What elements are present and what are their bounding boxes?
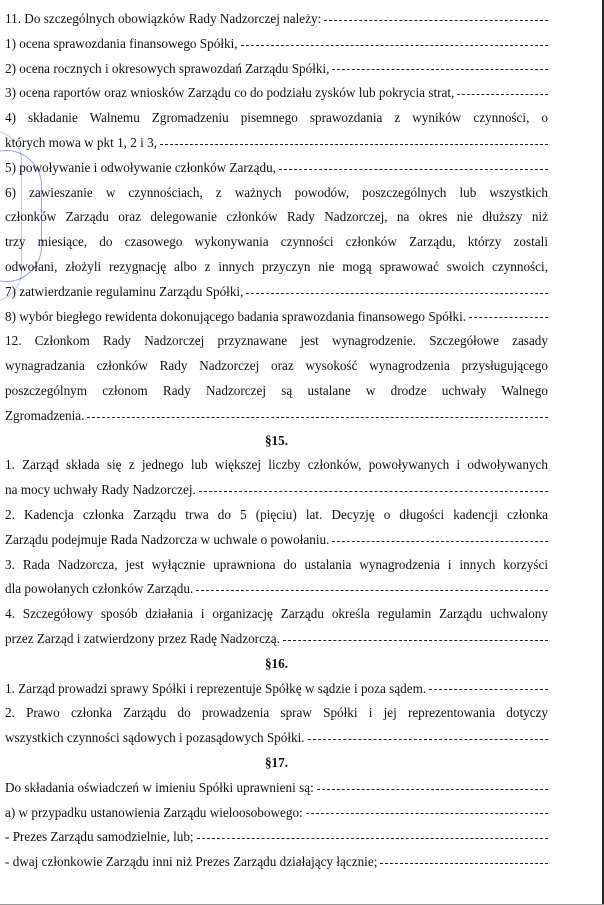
text-line [5,776,548,801]
section-heading: §16. [264,655,289,671]
text-line [5,677,548,702]
line-text: 2. Prawo członka Zarządu do prowadzenia spraw Spółki i jej reprezentowania dotyczy [5,705,548,721]
text-line [5,577,548,602]
line-text: 3) ocena raportów oraz wniosków Zarządu co do podziału zysków lub pokrycia strat, [5,85,455,101]
line-text: wynagradzania członków Rady Nadzorczej oraz wysokość wynagrodzenia przysługującego [5,358,548,374]
section-heading: §17. [264,754,289,770]
line-text: trzy miesiące, do czasowego wykonywania czynności członków Zarządu, którzy zostali [5,234,548,250]
line-text: Do składania oświadczeń w imieniu Spółki uprawnieni są: [5,779,314,795]
text-line [5,404,548,429]
text-line [5,602,548,627]
text-line [5,81,548,106]
dash-filler [246,293,548,294]
dash-filler [332,541,548,542]
text-line [5,106,548,131]
line-text: odwołani, złożyli rezygnację albo z innych przyczyn nie mogą sprawować swoich czynności, [5,258,548,274]
line-text: - dwaj członkowie Zarządu inni niż Prezes Zarządu działający łącznie; [5,854,378,870]
line-text: 1. Zarząd prowadzi sprawy Spółki i reprezentuje Spółkę w sądzie i poza sądem. [5,680,427,696]
text-line [5,801,548,826]
dash-filler [306,813,548,814]
line-text: 8) wybór biegłego rewidenta dokonującego badania sprawozdania finansowego Spółki. [5,308,467,324]
dash-filler [279,169,548,170]
text-line [5,329,548,354]
text-line [5,354,548,379]
line-text: 2. Kadencja członka Zarządu trwa do 5 (pięciu) lat. Decyzję o długości kadencji członka [5,506,548,522]
line-text: 1) ocena sprawozdania finansowego Spółki, [5,35,238,51]
text-line [5,478,548,503]
dash-filler [160,144,548,145]
text-line [5,255,548,280]
dash-filler [380,863,548,864]
line-text: Zarządu podejmuje Rada Nadzorcza w uchwale o powołaniu. [5,531,330,547]
line-text: 12. Członkom Rady Nadzorczej przyznawane jest wynagrodzenie. Szczegółowe zasady [5,333,548,349]
line-text: 6) zawieszanie w czynnościach, z ważnych powodów, poszczególnych lub wszystkich [5,184,548,200]
text-line [5,156,548,181]
text-line [5,7,548,32]
line-text: dla powołanych członków Zarządu. [5,581,194,597]
text-line [5,453,548,478]
line-text: Zgromadzenia. [5,407,85,423]
text-line [5,553,548,578]
dash-filler [317,789,548,790]
document-body [5,7,548,875]
line-text: 2) ocena rocznych i okresowych sprawozdań Zarządu Spółki, [5,60,330,76]
line-text: na mocy uchwały Rady Nadzorczej. [5,482,196,498]
text-line [5,503,548,528]
text-line [5,825,548,850]
section-heading: §15. [264,432,289,448]
dash-filler [457,94,548,95]
dash-filler [283,640,548,641]
dash-filler [197,838,548,839]
text-line [5,726,548,751]
line-text: a) w przypadku ustanowienia Zarządu wieloosobowego: [5,804,303,820]
dash-filler [308,739,548,740]
line-text: - Prezes Zarządu samodzielnie, lub; [5,829,194,845]
line-text: których mowa w pkt 1, 2 i 3, [5,134,158,150]
dash-filler [199,491,548,492]
line-text: 4. Szczegółowy sposób działania i organizację Zarządu określa regulamin Zarządu uchwalony [5,606,548,622]
text-line [5,701,548,726]
line-text: 7) zatwierdzanie regulaminu Zarządu Spółki, [5,283,244,299]
text-line [5,379,548,404]
line-text: 5) powoływanie i odwoływanie członków Zarządu, [5,159,276,175]
line-text: członków Zarządu oraz delegowanie członków Rady Nadzorczej, na okres nie dłuższy niż [5,209,548,225]
text-line [5,850,548,875]
text-line [5,627,548,652]
dash-filler [324,20,548,21]
dash-filler [332,69,548,70]
dash-filler [87,417,548,418]
text-line [5,181,548,206]
dash-filler [196,590,548,591]
text-line [5,205,548,230]
line-text: 3. Rada Nadzorcza, jest wyłącznie uprawniona do ustalania wynagrodzenia i innych korzyści [5,556,548,572]
text-line [5,230,548,255]
line-text: poszczególnym członom Rady Nadzorczej są ustalane w drodze uchwały Walnego [5,382,548,398]
line-text: przez Zarząd i zatwierdzony przez Radę Nadzorczą. [5,630,280,646]
text-line [5,57,548,82]
line-text: 4) składanie Walnemu Zgromadzeniu pisemnego sprawozdania z wyników czynności, o [5,110,548,126]
text-line [5,32,548,57]
text-line [5,528,548,553]
text-line [5,131,548,156]
dash-filler [469,317,548,318]
line-text: 1. Zarząd składa się z jednego lub większej liczby członków, powoływanych i odwoływanych [5,457,548,473]
line-text: wszystkich czynności sądowych i pozasądowych Spółki. [5,730,305,746]
dash-filler [429,689,548,690]
line-text: 11. Do szczególnych obowiązków Rady Nadzorczej należy: [5,11,322,26]
text-line [5,305,548,330]
text-line [5,280,548,305]
dash-filler [241,45,548,46]
